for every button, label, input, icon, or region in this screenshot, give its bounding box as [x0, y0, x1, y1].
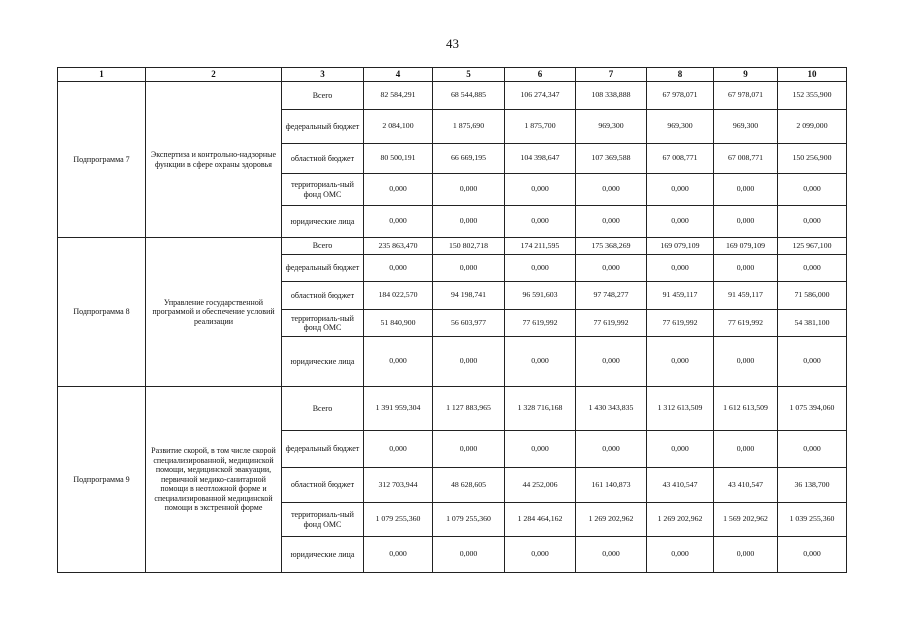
column-header: 5 [433, 68, 505, 82]
table-row [58, 238, 847, 255]
column-header: 3 [282, 68, 364, 82]
amount-cell: 0,000 [364, 206, 433, 238]
funding-source-cell: юридические лица [282, 537, 364, 573]
funding-source-cell: федеральный бюджет [282, 255, 364, 282]
program-name-cell: Подпрограмма 8 [58, 238, 146, 387]
amount-cell: 0,000 [364, 537, 433, 573]
column-header: 8 [647, 68, 714, 82]
amount-cell: 43 410,547 [647, 468, 714, 503]
amount-cell: 0,000 [505, 537, 576, 573]
table-row [58, 82, 847, 110]
amount-cell: 0,000 [647, 431, 714, 468]
amount-cell: 1 284 464,162 [505, 503, 576, 537]
program-description-cell: Управление государственной программой и обеспечение условий реализации [146, 238, 282, 387]
amount-cell: 0,000 [433, 337, 505, 387]
amount-cell: 77 619,992 [714, 310, 778, 337]
amount-cell: 0,000 [778, 174, 847, 206]
amount-cell: 0,000 [778, 431, 847, 468]
program-name-cell: Подпрограмма 9 [58, 387, 146, 573]
amount-cell: 0,000 [433, 206, 505, 238]
amount-cell: 1 569 202,962 [714, 503, 778, 537]
amount-cell: 0,000 [505, 255, 576, 282]
amount-cell: 969,300 [647, 110, 714, 144]
amount-cell: 0,000 [433, 255, 505, 282]
funding-source-cell: Всего [282, 238, 364, 255]
amount-cell: 0,000 [647, 337, 714, 387]
program-description-cell: Развитие скорой, в том числе скорой специализированной, медицинской помощи, медицинской эвакуации, первичной медико-санитарной помощи в неотложной форме и специализированной медицинской помощи в экстренной форме [146, 387, 282, 573]
column-header: 1 [58, 68, 146, 82]
funding-source-cell: областной бюджет [282, 468, 364, 503]
funding-source-cell: Всего [282, 387, 364, 431]
amount-cell: 2 099,000 [778, 110, 847, 144]
amount-cell: 97 748,277 [576, 282, 647, 310]
amount-cell: 0,000 [714, 537, 778, 573]
funding-source-cell: областной бюджет [282, 282, 364, 310]
amount-cell: 1 269 202,962 [576, 503, 647, 537]
funding-source-cell: федеральный бюджет [282, 431, 364, 468]
funding-source-cell: федеральный бюджет [282, 110, 364, 144]
amount-cell: 77 619,992 [576, 310, 647, 337]
amount-cell: 1 612 613,509 [714, 387, 778, 431]
amount-cell: 108 338,888 [576, 82, 647, 110]
column-header: 2 [146, 68, 282, 82]
amount-cell: 125 967,100 [778, 238, 847, 255]
amount-cell: 0,000 [778, 206, 847, 238]
amount-cell: 0,000 [505, 174, 576, 206]
amount-cell: 77 619,992 [647, 310, 714, 337]
amount-cell: 104 398,647 [505, 144, 576, 174]
amount-cell: 0,000 [505, 337, 576, 387]
amount-cell: 106 274,347 [505, 82, 576, 110]
amount-cell: 0,000 [714, 255, 778, 282]
amount-cell: 1 328 716,168 [505, 387, 576, 431]
amount-cell: 0,000 [576, 174, 647, 206]
amount-cell: 48 628,605 [433, 468, 505, 503]
column-header: 10 [778, 68, 847, 82]
column-header: 9 [714, 68, 778, 82]
amount-cell: 0,000 [778, 255, 847, 282]
amount-cell: 969,300 [714, 110, 778, 144]
column-header: 7 [576, 68, 647, 82]
amount-cell: 1 039 255,360 [778, 503, 847, 537]
amount-cell: 150 256,900 [778, 144, 847, 174]
funding-source-cell: территориаль-ный фонд ОМС [282, 174, 364, 206]
amount-cell: 91 459,117 [714, 282, 778, 310]
amount-cell: 1 079 255,360 [364, 503, 433, 537]
amount-cell: 56 603,977 [433, 310, 505, 337]
amount-cell: 94 198,741 [433, 282, 505, 310]
amount-cell: 969,300 [576, 110, 647, 144]
amount-cell: 0,000 [364, 174, 433, 206]
amount-cell: 169 079,109 [647, 238, 714, 255]
amount-cell: 43 410,547 [714, 468, 778, 503]
amount-cell: 80 500,191 [364, 144, 433, 174]
amount-cell: 71 586,000 [778, 282, 847, 310]
amount-cell: 1 391 959,304 [364, 387, 433, 431]
amount-cell: 1 127 883,965 [433, 387, 505, 431]
amount-cell: 1 079 255,360 [433, 503, 505, 537]
amount-cell: 0,000 [647, 537, 714, 573]
amount-cell: 0,000 [576, 206, 647, 238]
amount-cell: 235 863,470 [364, 238, 433, 255]
amount-cell: 68 544,885 [433, 82, 505, 110]
amount-cell: 51 840,900 [364, 310, 433, 337]
table-row [58, 387, 847, 431]
amount-cell: 1 430 343,835 [576, 387, 647, 431]
amount-cell: 0,000 [647, 255, 714, 282]
amount-cell: 0,000 [576, 431, 647, 468]
amount-cell: 67 008,771 [714, 144, 778, 174]
budget-table [57, 67, 847, 573]
column-header: 6 [505, 68, 576, 82]
funding-source-cell: юридические лица [282, 206, 364, 238]
table-body [58, 82, 847, 573]
amount-cell: 152 355,900 [778, 82, 847, 110]
amount-cell: 0,000 [714, 431, 778, 468]
column-header: 4 [364, 68, 433, 82]
amount-cell: 0,000 [647, 174, 714, 206]
amount-cell: 0,000 [364, 337, 433, 387]
funding-source-cell: Всего [282, 82, 364, 110]
amount-cell: 0,000 [778, 537, 847, 573]
amount-cell: 0,000 [364, 431, 433, 468]
amount-cell: 1 312 613,509 [647, 387, 714, 431]
funding-source-cell: территориаль-ный фонд ОМС [282, 503, 364, 537]
amount-cell: 312 703,944 [364, 468, 433, 503]
amount-cell: 0,000 [714, 206, 778, 238]
amount-cell: 184 022,570 [364, 282, 433, 310]
amount-cell: 150 802,718 [433, 238, 505, 255]
amount-cell: 0,000 [505, 206, 576, 238]
amount-cell: 174 211,595 [505, 238, 576, 255]
amount-cell: 2 084,100 [364, 110, 433, 144]
amount-cell: 0,000 [778, 337, 847, 387]
amount-cell: 1 875,700 [505, 110, 576, 144]
amount-cell: 1 269 202,962 [647, 503, 714, 537]
amount-cell: 0,000 [714, 337, 778, 387]
amount-cell: 107 369,588 [576, 144, 647, 174]
amount-cell: 0,000 [647, 206, 714, 238]
amount-cell: 54 381,100 [778, 310, 847, 337]
amount-cell: 0,000 [576, 255, 647, 282]
funding-source-cell: областной бюджет [282, 144, 364, 174]
amount-cell: 0,000 [505, 431, 576, 468]
amount-cell: 82 584,291 [364, 82, 433, 110]
amount-cell: 1 875,690 [433, 110, 505, 144]
amount-cell: 169 079,109 [714, 238, 778, 255]
amount-cell: 67 978,071 [647, 82, 714, 110]
amount-cell: 67 978,071 [714, 82, 778, 110]
amount-cell: 0,000 [433, 174, 505, 206]
amount-cell: 0,000 [433, 431, 505, 468]
amount-cell: 96 591,603 [505, 282, 576, 310]
amount-cell: 0,000 [714, 174, 778, 206]
amount-cell: 0,000 [576, 337, 647, 387]
amount-cell: 0,000 [364, 255, 433, 282]
page-number: 43 [446, 36, 459, 51]
funding-source-cell: юридические лица [282, 337, 364, 387]
amount-cell: 1 075 394,060 [778, 387, 847, 431]
amount-cell: 67 008,771 [647, 144, 714, 174]
amount-cell: 175 368,269 [576, 238, 647, 255]
amount-cell: 44 252,006 [505, 468, 576, 503]
program-description-cell: Экспертиза и контрольно-надзорные функции в сфере охраны здоровья [146, 82, 282, 238]
amount-cell: 161 140,873 [576, 468, 647, 503]
amount-cell: 0,000 [576, 537, 647, 573]
amount-cell: 36 138,700 [778, 468, 847, 503]
funding-source-cell: территориаль-ный фонд ОМС [282, 310, 364, 337]
amount-cell: 91 459,117 [647, 282, 714, 310]
amount-cell: 77 619,992 [505, 310, 576, 337]
program-name-cell: Подпрограмма 7 [58, 82, 146, 238]
amount-cell: 0,000 [433, 537, 505, 573]
amount-cell: 66 669,195 [433, 144, 505, 174]
header-row [58, 68, 847, 82]
